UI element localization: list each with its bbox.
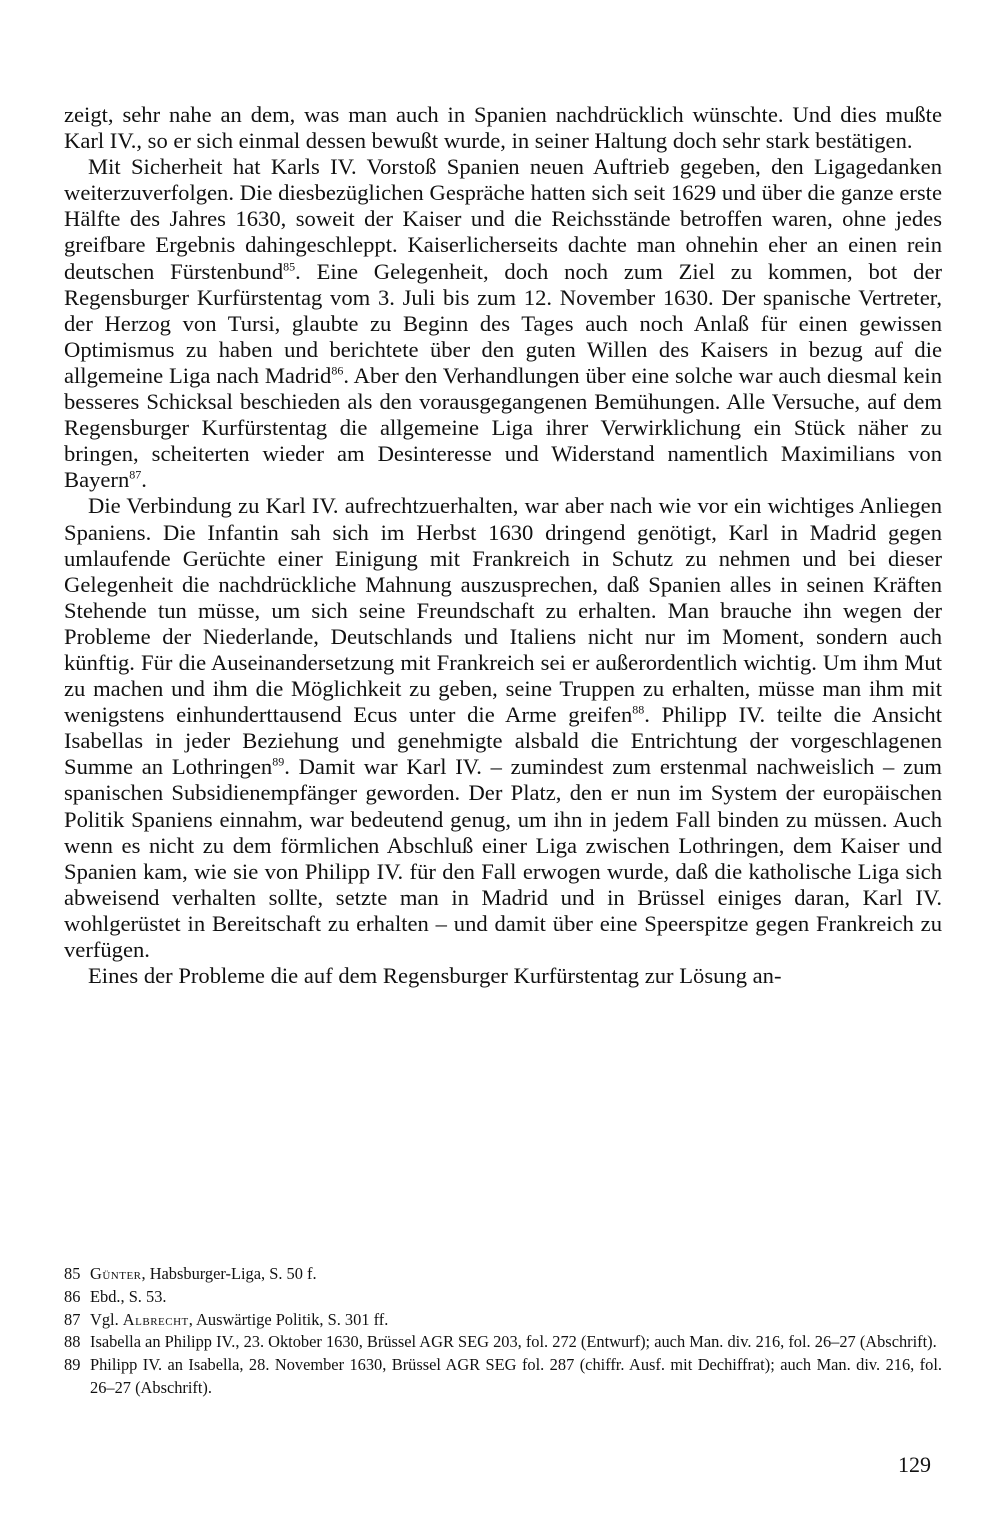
paragraph-2 xyxy=(64,154,942,493)
footnote-text xyxy=(90,1355,942,1397)
main-text xyxy=(64,102,942,989)
paragraph-1 xyxy=(64,102,942,154)
text-segment: Die Verbindung zu Karl IV. aufrechtzuerhalten, war aber nach wie vor ein wichtiges Anliegen Spaniens. Die Infantin sah sich im Herbst 1630 dringend genötigt, Karl in Madrid gegen umlaufende Gerüchte einer Einigung mit Frankreich in Schutz zu nehmen und bei dieser Gelegenheit die nachdrückliche Mahnung auszusprechen, daß Spanien alles in seinen Kräften Stehende tun müsse, um sich seine Freundschaft zu erhalten. Man brauche ihn wegen der Probleme der Niederlande, Deutschlands und Italiens nicht nur im Moment, sondern auch künftig. Für die Auseinandersetzung mit Frankreich sei er außerordentlich wichtig. Um ihm Mut zu machen und ihm die Möglichkeit zu geben, seine Truppen zu erhalten, müsse man ihm mit wenigstens einhunderttausend Ecus unter die Arme greifen xyxy=(64,493,942,728)
footnote-number: 89 xyxy=(64,1355,81,1375)
footnote-reference: 88 xyxy=(632,702,645,717)
text-segment: zeigt, sehr nahe an dem, was man auch in Spanien nachdrücklich wünschte. Und dies mußte Karl IV., so er sich einmal dessen bewußt wurde, in seiner Haltung doch sehr stark bestätigen. xyxy=(64,102,942,154)
text-segment: Eines der Probleme die auf dem Regensburger Kurfürstentag zur Lösung an- xyxy=(88,963,782,989)
footnote-reference: 87 xyxy=(129,467,142,482)
author-name: Günter xyxy=(90,1264,142,1283)
footnote xyxy=(64,1286,942,1309)
footnotes xyxy=(64,1263,942,1400)
footnote-text xyxy=(90,1332,937,1351)
footnote-number: 88 xyxy=(64,1332,81,1352)
footnote-text xyxy=(90,1287,167,1306)
footnote-reference: 86 xyxy=(331,363,344,378)
text-segment: Isabella an Philipp IV., 23. Oktober 1630, Brüssel AGR SEG 203, fol. 272 (Entwurf); auch Man. div. 216, fol. 26–27 (Abschrift). xyxy=(90,1332,937,1352)
text-segment: Philipp IV. an Isabella, 28. November 1630, Brüssel AGR SEG fol. 287 (chiffr. Ausf. mit Dechiffrat); auch Man. div. 216, fol. 26–27 (Abschrift). xyxy=(90,1355,942,1397)
text-segment: . xyxy=(141,467,147,493)
text-segment: , Auswärtige Politik, S. 301 ff. xyxy=(188,1309,389,1329)
footnote-number: 86 xyxy=(64,1286,81,1306)
footnote-number: 87 xyxy=(64,1309,81,1329)
text-segment: . Aber den Verhandlungen über eine solche war auch diesmal kein besseres Schicksal beschieden als den vorausgegangenen Bemühungen. Alle Versuche, auf dem Regensburger Kurfürstentag die allgemeine Liga ihrer Verwirklichung ein Stück näher zu bringen, scheiterten wieder am Desinteresse und Widerstand namentlich Maximilians von Bayern xyxy=(64,362,943,493)
footnote-reference: 85 xyxy=(283,259,296,274)
text-segment: . Eine Gelegenheit, doch noch zum Ziel zu kommen, bot der Regensburger Kurfürstentag vom 3. Juli bis zum 12. November 1630. Der spanische Vertreter, der Herzog von Tursi, glaubte zu Beginn des Tages auch noch Anlaß für einen gewissen Optimismus zu haben und berichtete über den guten Willen des Kaisers in bezug auf die allgemeine Liga nach Madrid xyxy=(64,258,942,388)
footnote xyxy=(64,1309,942,1332)
paragraph-3 xyxy=(64,493,942,963)
text-segment: Mit Sicherheit hat Karls IV. Vorstoß Spanien neuen Auftrieb gegeben, den Ligagedanken weiterzuverfolgen. Die diesbezüglichen Gespräche hatten sich seit 1629 und über die ganze erste Hälfte des Jahres 1630, soweit der Kaiser und die Reichsstände betroffen waren, ohne jedes greifbare Ergebnis dahingeschleppt. Kaiserlicherseits dachte man ohnehin eher an einen rein deutschen Fürstenbund xyxy=(64,154,942,284)
text-segment: , Habsburger-Liga, S. 50 f. xyxy=(141,1264,317,1283)
text-segment: Ebd., S. 53. xyxy=(90,1286,167,1306)
footnote xyxy=(64,1263,942,1286)
footnote xyxy=(64,1354,942,1400)
paragraph-4 xyxy=(64,963,942,989)
footnote-number: 85 xyxy=(64,1264,81,1283)
footnote-text xyxy=(90,1264,317,1283)
footnote xyxy=(64,1331,942,1354)
text-segment: . Philipp IV. teilte die Ansicht Isabellas in jeder Beziehung und genehmigte alsbald die Entrichtung der vorgeschlagenen Summe an Lothringen xyxy=(64,702,943,780)
author-name: Albrecht xyxy=(122,1309,189,1329)
text-segment: . Damit war Karl IV. – zumindest zum erstenmal nachweislich – zum spanischen Subsidienempfänger geworden. Der Platz, den er nun im System der europäischen Politik Spaniens einnahm, war bedeutend genug, um ihn in jedem Fall binden zu müssen. Auch wenn es nicht zu dem förmlichen Abschluß einer Liga zwischen Lothringen, dem Kaiser und Spanien kam, wie sie von Philipp IV. für den Fall erwogen wurde, daß die katholische Liga sich abweisend verhalten sollte, setzte man in Madrid und in Brüssel einiges daran, Karl IV. wohlgerüstet in Bereitschaft zu erhalten – und damit über eine Speerspitze gegen Frankreich zu verfügen. xyxy=(64,754,942,962)
footnote-text xyxy=(90,1310,388,1329)
footnote-reference: 89 xyxy=(272,754,285,769)
text-segment: Vgl. xyxy=(90,1309,123,1329)
page-number: 129 xyxy=(898,1452,931,1477)
